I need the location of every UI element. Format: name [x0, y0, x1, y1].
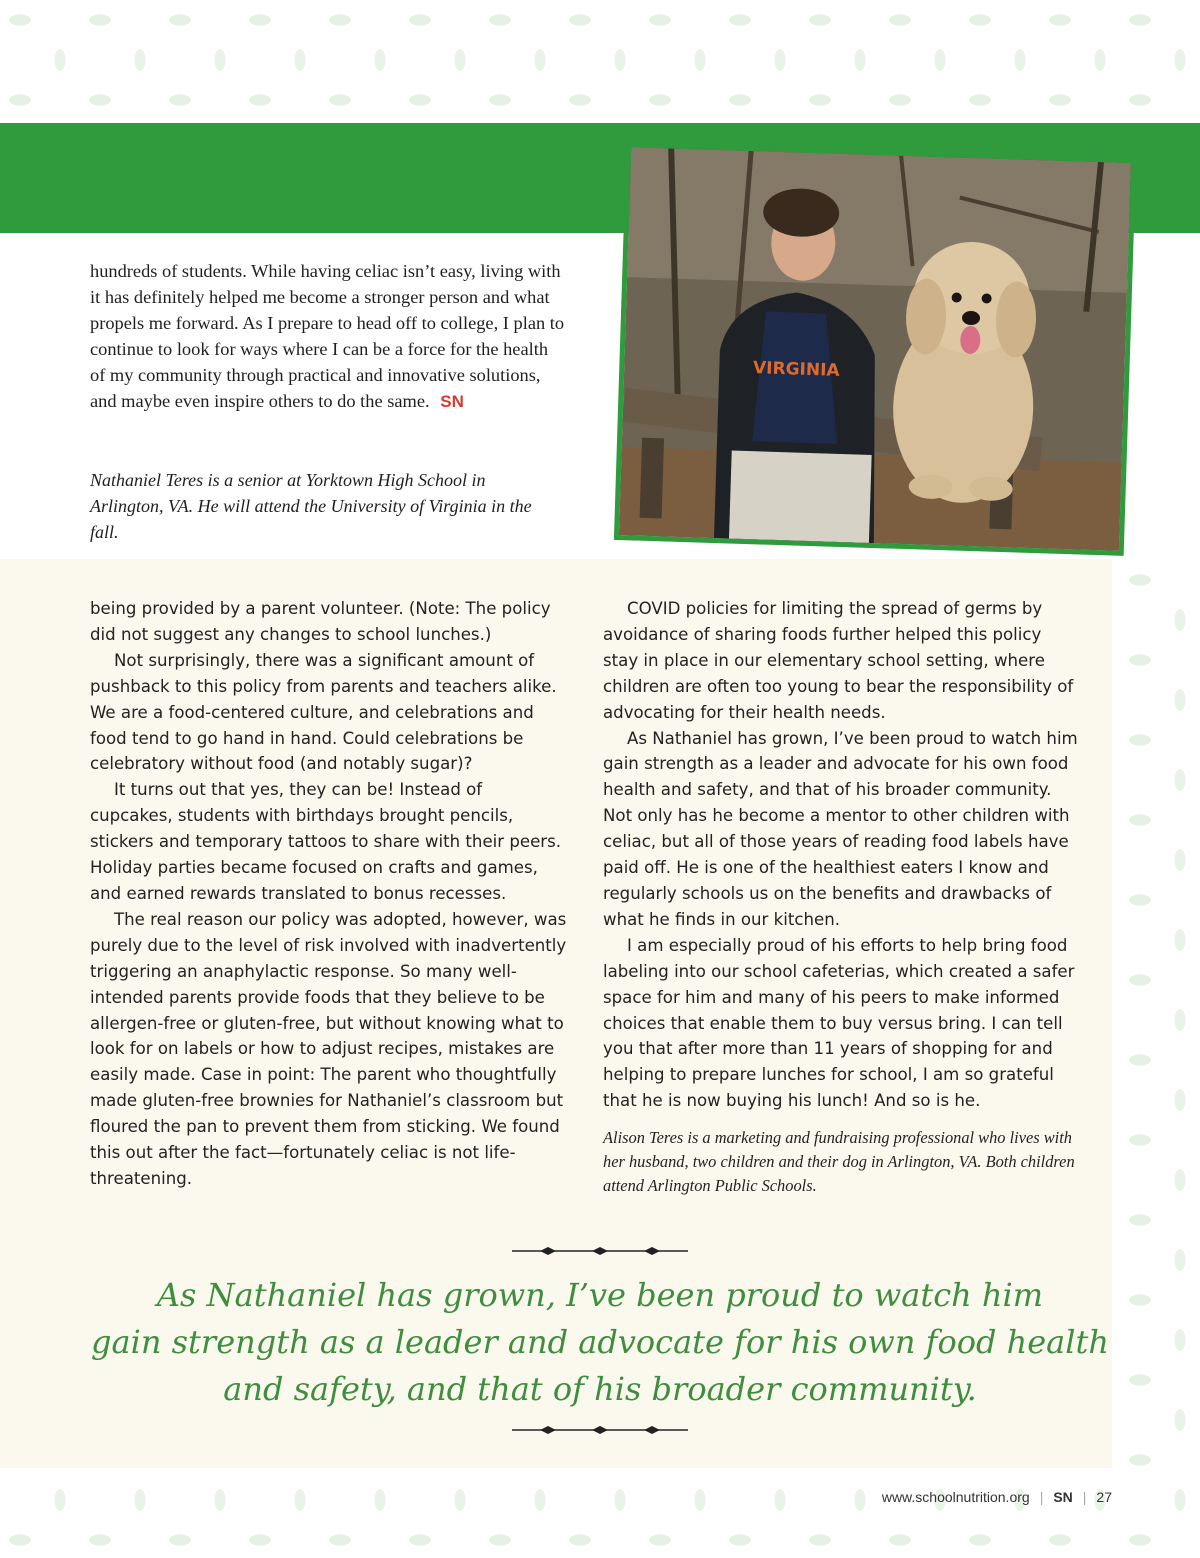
footer-separator: | — [1039, 1489, 1044, 1505]
left-column — [90, 596, 568, 1192]
left-paragraph-3: It turns out that yes, they can be! Instead of cupcakes, students with birthdays brought pencils, stickers and temporary tattoos to share with their peers. Holiday parties became focused on crafts and games, and earned rewards translated to bonus recesses. — [90, 780, 562, 903]
right-column — [603, 596, 1081, 1198]
footer-magazine-mark: SN — [1053, 1489, 1073, 1505]
author-bio: Alison Teres is a marketing and fundraising professional who lives with her husband, two children and their dog in Arlington, VA. Both children attend Arlington Public Schools. — [603, 1128, 1075, 1196]
shirt-text: VIRGINIA — [752, 358, 840, 381]
top-paragraph-text: hundreds of students. While having celiac isn’t easy, living with it has definitely helped me become a stronger person and what propels me forward. As I prepare to head off to college, I plan to continue to look for ways where I can be a force for the health of my community through practical and innovative solutions, and maybe even inspire others to do the same. — [90, 261, 565, 411]
right-paragraph-2: As Nathaniel has grown, I’ve been proud to watch him gain strength as a leader and advocate for his own food health and safety, and that of his broader community. Not only has he become a mentor to other children with celiac, but all of those years of reading food labels have paid off. He is one of the healthiest eaters I know and regularly schools us on the benefits and drawbacks of what he finds in our kitchen. — [603, 728, 1078, 929]
footer-website-link[interactable]: www.schoolnutrition.org — [881, 1489, 1030, 1505]
top-paragraph — [90, 259, 565, 414]
footer-separator: | — [1082, 1489, 1087, 1505]
quote-divider-bottom — [512, 1425, 688, 1435]
pull-quote — [90, 1272, 1110, 1413]
left-paragraph-1: being provided by a parent volunteer. (Note: The policy did not suggest any changes to school lunches.) — [90, 599, 551, 644]
end-mark: SN — [440, 391, 464, 411]
page-number: 27 — [1096, 1489, 1112, 1505]
quote-divider-top — [512, 1246, 688, 1256]
pull-quote-line-2: gain strength as a leader and advocate for his own food health — [91, 1323, 1109, 1361]
pull-quote-line-3: and safety, and that of his broader community. — [223, 1370, 977, 1408]
left-paragraph-4: The real reason our policy was adopted, however, was purely due to the level of risk involved with inadvertently triggering an anaphylactic response. So many well-intended parents provide foods that they believe to be allergen-free or gluten-free, but without knowing what to look for on labels or how to adjust recipes, mistakes are easily made. Case in point: The parent who thoughtfully made gluten-free brownies for Nathaniel’s classroom but floured the pan to prevent them from sticking. We found this out after the fact—fortunately celiac is not life-threatening. — [90, 909, 567, 1188]
left-paragraph-2: Not surprisingly, there was a significant amount of pushback to this policy from parents and teachers alike. We are a food-centered culture, and celebrations and food tend to go hand in hand. Could celebrations be celebratory without food (and notably sugar)? — [90, 650, 557, 774]
page-footer — [882, 1489, 1112, 1505]
right-paragraph-1: COVID policies for limiting the spread of germs by avoidance of sharing foods further helped this policy stay in place in our elementary school setting, where children are often too young to bear the responsibility of advocating for their health needs. — [603, 599, 1074, 722]
photo-boy-with-dog — [614, 142, 1136, 556]
right-paragraph-3: I am especially proud of his efforts to help bring food labeling into our school cafeterias, which created a safer space for him and many of his peers to make informed choices that enable them to buy versus bring. I can tell you that after more than 11 years of shopping for and helping to prepare lunches for school, I am so grateful that he is now buying his lunch! And so is he. — [603, 935, 1075, 1111]
pull-quote-line-1: As Nathaniel has grown, I’ve been proud to watch him — [156, 1276, 1044, 1314]
student-bio: Nathaniel Teres is a senior at Yorktown High School in Arlington, VA. He will attend the University of Virginia in the fall. — [90, 470, 532, 542]
